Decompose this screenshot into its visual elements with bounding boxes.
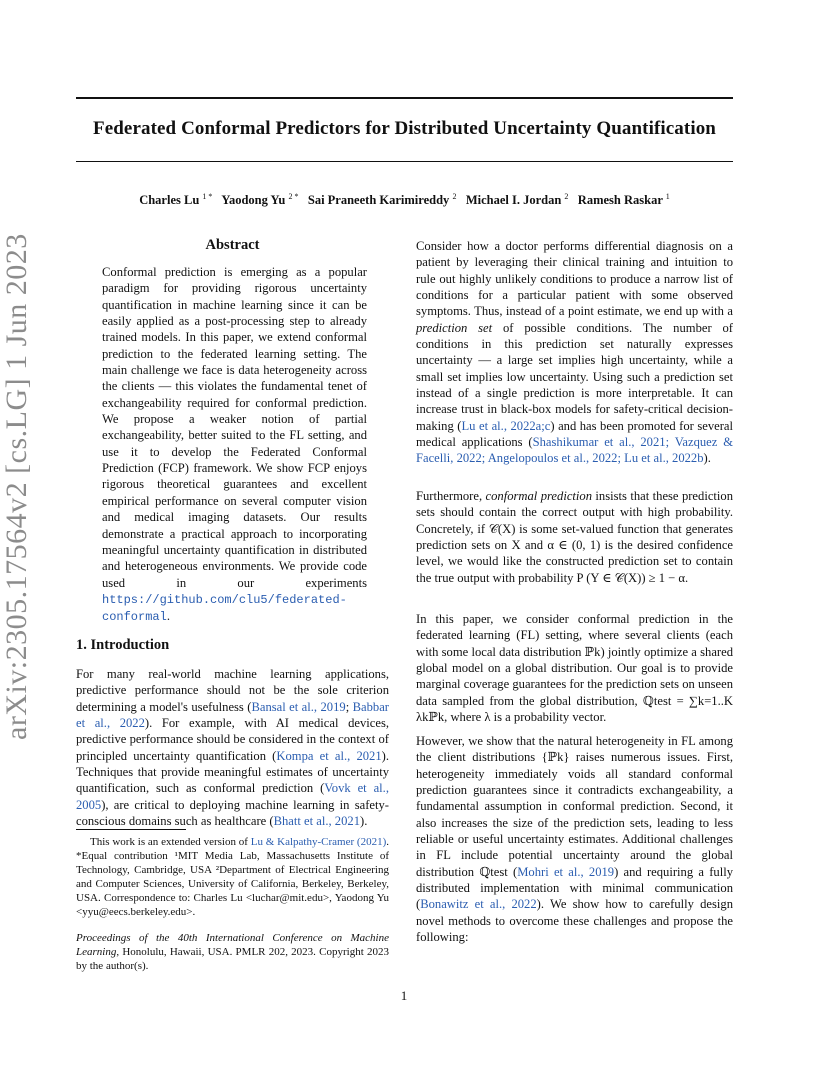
citation-link[interactable]: Bhatt et al., 2021 [273,814,360,829]
footnote-rule [76,829,186,830]
author: Sai Praneeth Karimireddy [307,193,450,208]
author: Charles Lu [139,193,200,208]
citation-link[interactable]: Lu & Kalpathy-Cramer (2021) [250,836,387,848]
abstract-heading: Abstract [205,237,260,253]
author-mark: 2 [564,192,569,201]
title-rule [76,161,733,162]
code-link[interactable]: https://github.com/clu5/federated-conformal [102,592,347,625]
author-mark: 1 [665,192,670,201]
author-mark: 1 * [202,192,213,201]
citation-link[interactable]: Bonawitz et al., 2022 [420,897,537,912]
section-heading-introduction: 1. Introduction [76,637,170,653]
proceedings-note: Proceedings of the 40th International Conference on Machine Learning, Honolulu, Hawaii, USA. PMLR 202, 2023. Copyright 2023 by the author(s). [76,932,389,973]
author-mark: 2 * [288,192,299,201]
citation-link[interactable]: Lu et al., 2022a;c [461,418,551,433]
author: Yaodong Yu [221,193,286,208]
citation-link[interactable]: Shashikumar et al., 2021; Vazquez & Facelli, 2022; Angelopoulos et al., 2022; Lu et al., 2022b [416,435,733,466]
citation-link[interactable]: Bansal et al., 2019 [251,699,346,714]
intro-paragraph: For many real-world machine learning applications, predictive performance should not be the sole criterion determining a model's usefulness (Bansal et al., 2019; Babbar et al., 2022). For example, with AI medical devices, predictive performance should be considered in the context of principled uncertainty quantification (Kompa et al., 2021). Techniques that provide meaningful estimates of uncertainty quantification, such as conformal prediction (Vovk et al., 2005), are critical to deploying machine learning in safety-conscious domains such as healthcare (Bhatt et al., 2021). [76,667,389,829]
citation-link[interactable]: Vovk et al., 2005 [76,781,389,812]
page-number: 1 [400,988,408,1003]
citation-link[interactable]: Mohri et al., 2019 [517,864,615,879]
right-paragraph-2: Furthermore, conformal prediction insists that these prediction sets should contain the correct output with high probability. Concretely, if 𝒞(X) is some set-valued function that generates prediction sets on X and α ∈ (0, 1) is the desired confidence level, we would like the constructed prediction set to contain the true output with probability P (Y ∈ 𝒞(X)) ≥ 1 − α. [416,489,733,585]
right-paragraph-4: However, we show that the natural heterogeneity in FL among the client distributions {ℙk} raises numerous issues. First, heterogeneity immediately voids all standard conformal prediction guarantees since it contradicts exchangeability, a fundamental assumption in conformal prediction. Second, it also increases the size of the prediction sets, leading to less reliable or useful uncertainty estimates. Additional challenges in FL include potential uncertainty around the global distribution ℚtest (Mohri et al., 2019) and requiring a fully distributed implementation with minimal communication (Bonawitz et al., 2022). We show how to carefully design novel methods to overcome these challenges and propose the following: [416,734,734,945]
paper-title: Federated Conformal Predictors for Distributed Uncertainty Quantification [93,118,716,139]
author: Ramesh Raskar [577,193,663,208]
author-mark: 2 [452,192,457,201]
author: Michael I. Jordan [465,193,562,208]
abstract-text: Conformal prediction is emerging as a popular paradigm for providing rigorous uncertainty quantification in machine learning since it can be easily applied as a post-processing step to already trained models. In this paper, we extend conformal prediction to the federated learning setting. The main challenge we face is data heterogeneity across the clients — this violates the fundamental tenet of exchangeability required for conformal prediction. We propose a weaker notion of partial exchangeability, better suited to the FL setting, and use it to develop the Federated Conformal Prediction (FCP) framework. We show FCP enjoys rigorous theoretical guarantees and excellent empirical performance on several computer vision and medical imaging datasets. Our results demonstrate a practical approach to incorporating meaningful uncertainty quantification in distributed and heterogeneous environments. We provide code used in our experiments https://github.com/clu5/federated-conformal. [102,265,367,625]
arxiv-identifier: arXiv:2305.17564v2 [cs.LG] 1 Jun 2023 [0,233,33,740]
right-paragraph-3: In this paper, we consider conformal prediction in the federated learning (FL) setting, where several clients (each with some local data distribution ℙk) jointly optimize a shared global model on a global distribution. Our goal is to provide marginal coverage guarantees for the prediction sets on unseen data sampled from the global distribution, ℚtest = ∑k=1..K λkℙk, where λ is a probability vector. [416,612,733,725]
right-paragraph-1: Consider how a doctor performs differential diagnosis on a patient by leveraging their clinical training and intuition to rule out highly unlikely conditions to produce a narrow list of conditions for a particular patient with some observed symptoms. Thus, instead of a point estimate, we end up with a prediction set of possible conditions. The number of conditions in this prediction set naturally expresses uncertainty — a large set implies high uncertainty, while a small set implies low uncertainty. Using such a prediction set instead of a single prediction is more interpretable. It can increase trust in black-box models for safety-critical decision-making (Lu et al., 2022a;c) and has been promoted for several medical applications (Shashikumar et al., 2021; Vazquez & Facelli, 2022; Angelopoulos et al., 2022; Lu et al., 2022b). [416,239,733,466]
author-list [76,192,733,208]
top-rule [76,97,733,99]
footnote: This work is an extended version of Lu & Kalpathy-Cramer (2021). *Equal contribution ¹MIT Media Lab, Massachusetts Institute of Technology, Cambridge, USA ²Department of Electrical Engineering and Computer Sciences, University of California, Berkeley, Berkeley, USA. Correspondence to: Charles Lu <luchar@mit.edu>, Yaodong Yu <yyu@eecs.berkeley.edu>. [76,836,389,919]
citation-link[interactable]: Babbar et al., 2022 [76,699,389,731]
citation-link[interactable]: Kompa et al., 2021 [276,748,382,763]
